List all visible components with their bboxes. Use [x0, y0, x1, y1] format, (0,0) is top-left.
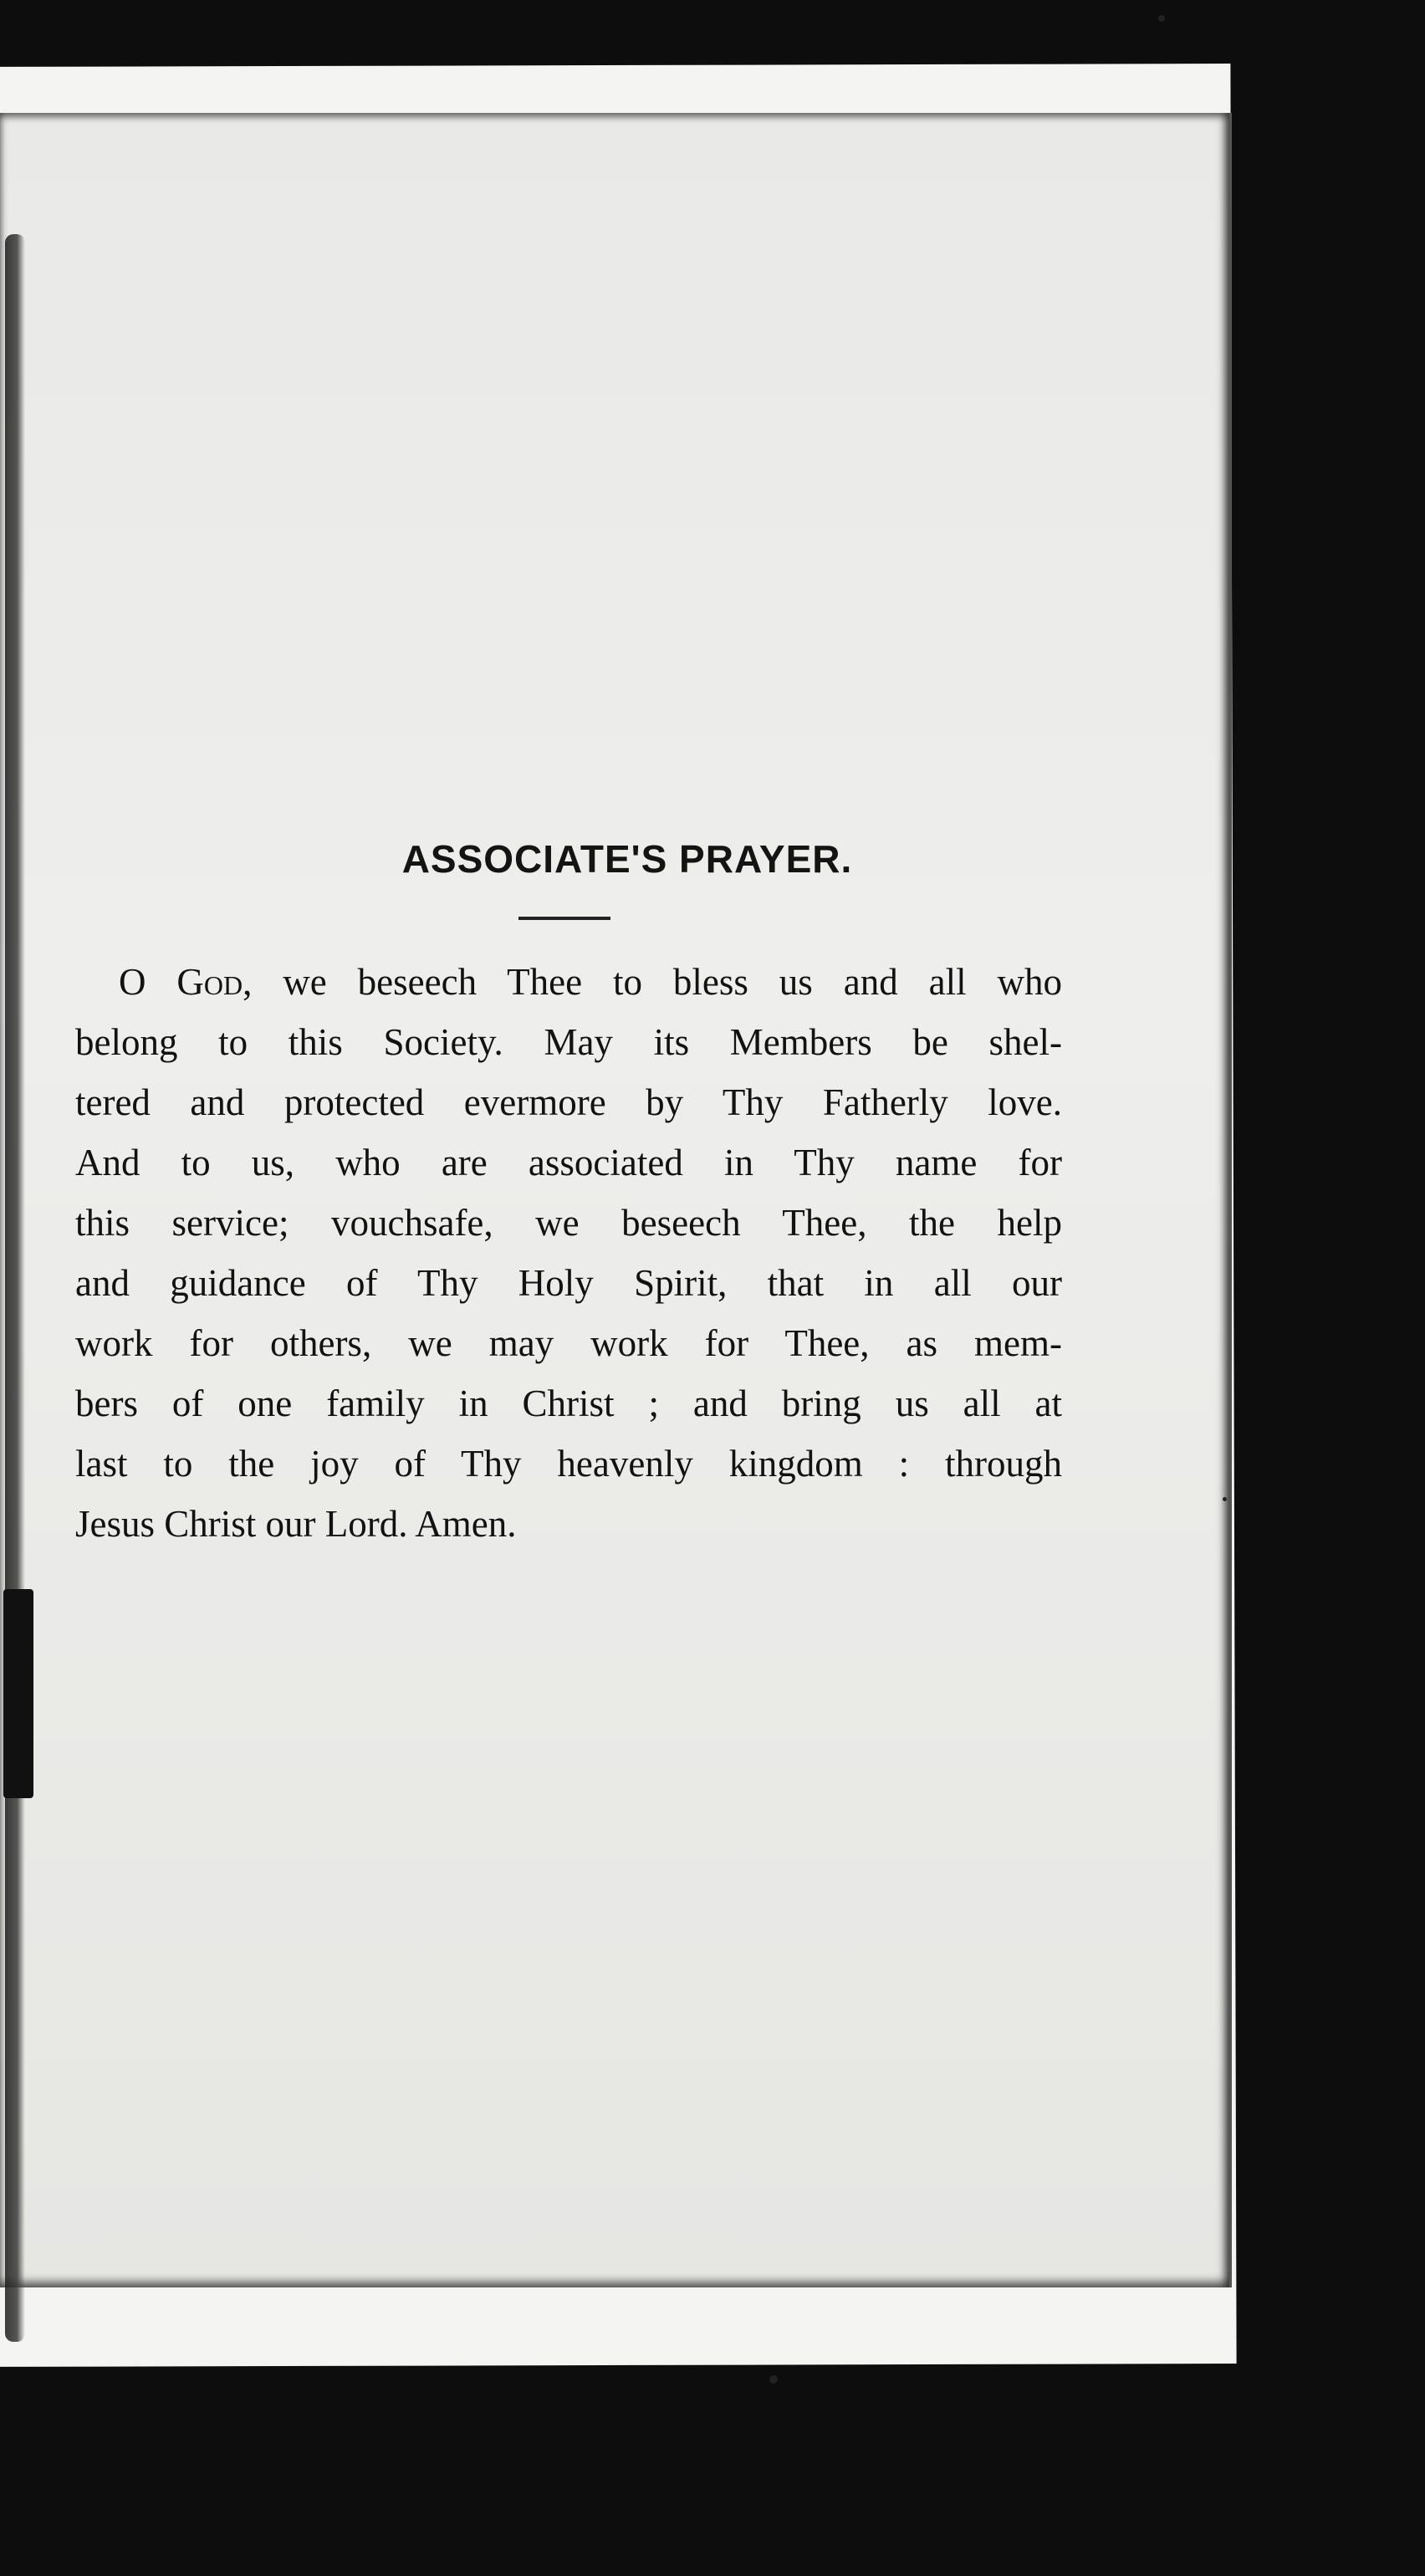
- prayer-line: this service; vouchsafe, we beseech Thee, the help: [75, 1202, 1062, 1244]
- prayer-title: ASSOCIATE'S PRAYER.: [401, 837, 853, 881]
- prayer-line: and guidance of Thy Holy Spirit, that in all our: [75, 1262, 1062, 1304]
- dust-speck: [1223, 1497, 1227, 1501]
- prayer-body: [75, 952, 1062, 1554]
- prayer-line: [75, 952, 1062, 1012]
- prayer-line: Jesus Christ our Lord. Amen.: [75, 1503, 517, 1545]
- dust-speck: [769, 2375, 778, 2384]
- prayer-opening-god: God,: [176, 961, 253, 1003]
- prayer-line: tered and protected evermore by Thy Fatherly love.: [75, 1081, 1062, 1123]
- title-divider: [518, 917, 610, 920]
- prayer-opening-o: O: [119, 961, 146, 1003]
- page-binding-edge: [5, 234, 25, 2342]
- prayer-line: belong to this Society. May its Members be shel-: [75, 1021, 1062, 1063]
- prayer-line: last to the joy of Thy heavenly kingdom : through: [75, 1443, 1062, 1485]
- prayer-line-text: we beseech Thee to bless us and all who: [283, 961, 1062, 1003]
- prayer-line: And to us, who are associated in Thy name for: [75, 1142, 1062, 1183]
- binding-clip: [3, 1589, 33, 1798]
- prayer-line: bers of one family in Christ ; and bring us all at: [75, 1383, 1062, 1424]
- prayer-line: work for others, we may work for Thee, as mem-: [75, 1322, 1062, 1364]
- dust-speck: [1158, 15, 1165, 22]
